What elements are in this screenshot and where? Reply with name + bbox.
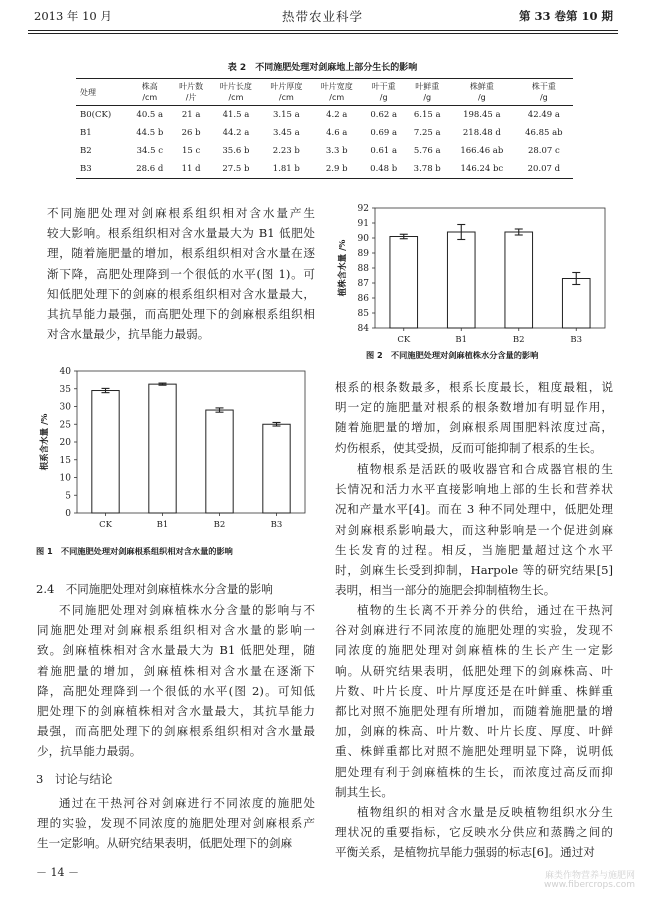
- x-tick-label: CK: [397, 335, 411, 345]
- text-line: 加，剑麻的株高、叶片数、叶片长度、厚度、叶鲜: [335, 724, 613, 739]
- text-line: 随着施肥量的增加，剑麻根系周围肥料浓度过高，: [335, 420, 613, 435]
- table-cell: B0(CK): [80, 110, 112, 120]
- watermark-title: 麻类作物营养与施肥网: [544, 871, 635, 881]
- table-cell: 3.78 b: [413, 164, 441, 174]
- page-number: － 14 －: [36, 866, 79, 879]
- bar: [390, 237, 418, 329]
- table-header-cell: 叶片宽度 /cm: [320, 82, 353, 102]
- y-tick-label: 35: [59, 384, 71, 395]
- y-tick-label: 86: [357, 294, 369, 304]
- text-line: 着施肥量的增加，剑麻植株相对含水量在逐渐下: [37, 663, 315, 678]
- text-line: 少，抗旱能力最弱。: [37, 744, 142, 759]
- table-header-cell: 处理: [80, 87, 96, 97]
- text-line: 表明，相当一部分的施肥会抑制植物生长。: [335, 583, 556, 598]
- text-line: 降，高肥处理降到一个很低的水平(图 2)。可知低: [37, 683, 315, 698]
- x-tick-label: CK: [99, 520, 112, 530]
- bar: [92, 391, 119, 513]
- bar: [447, 232, 475, 328]
- y-axis-label: 植株含水量 /%: [338, 239, 348, 297]
- text-line: 长情况和活力水平直接影响地上部的生长和营养状: [335, 482, 613, 497]
- text-line: 平衡关系，是植物抗旱能力强弱的标志[6]。通过对: [335, 845, 595, 860]
- x-tick-label: B3: [570, 335, 583, 345]
- bar: [149, 384, 176, 513]
- y-tick-label: 20: [59, 438, 71, 448]
- y-tick-label: 88: [357, 264, 369, 274]
- y-tick-label: 10: [59, 473, 71, 484]
- text-line: 明一定的施肥量对根系的根条数增加有明显作用，: [335, 400, 613, 415]
- text-line: 植物组织的相对含水量是反映植物组织水分生: [357, 805, 613, 819]
- text-line: 根系的根条数最多，根系长度最长，粗度最粗，说: [335, 380, 613, 394]
- text-line: 片数、叶片长度、叶片厚度还是在叶鲜重、株鲜重: [335, 683, 613, 698]
- table-cell: 3.15 a: [272, 110, 300, 120]
- left-paragraph-3: [37, 793, 315, 854]
- table-header-cell: 株干重 /g: [531, 82, 556, 102]
- y-tick-label: 92: [357, 204, 369, 214]
- figure-1-caption: 图 1 不同施肥处理对剑麻根系组织相对含水量的影响: [36, 546, 233, 556]
- table-cell: 41.5 a: [222, 110, 250, 120]
- table-cell: 42.49 a: [527, 110, 560, 120]
- text-line: 生一定影响。从研究结果表明，低肥处理下的剑麻: [37, 836, 293, 851]
- data-table: [76, 78, 573, 179]
- section-heading-2-4: 2.4 不同施肥处理对剑麻植株水分含量的影响: [36, 582, 273, 596]
- bar: [505, 232, 533, 328]
- right-paragraph-1: [335, 377, 613, 458]
- y-tick-label: 91: [357, 219, 369, 229]
- text-line: 理，随着施肥量的增加，根系组织相对含水量在逐: [47, 246, 315, 261]
- x-tick-label: B2: [512, 335, 525, 345]
- watermark-url: www.fibercrops.com: [544, 880, 635, 890]
- table-cell: 146.24 bc: [460, 164, 504, 174]
- table-header-cell: 叶片数 /片: [179, 82, 204, 102]
- right-paragraph-3: [335, 600, 613, 802]
- text-line: 肥处理下的剑麻植株相对含水量最大，其抗旱能力: [37, 704, 315, 719]
- table-cell: 28.6 d: [136, 164, 164, 174]
- y-tick-label: 25: [59, 420, 71, 431]
- table-cell: 6.15 a: [413, 110, 441, 120]
- table-row: [76, 160, 573, 179]
- right-paragraph-2: [335, 459, 613, 600]
- text-line: 时，剑麻生长受到抑制，Harpole 等的研究结果[5]: [335, 563, 613, 578]
- y-tick-label: 89: [357, 249, 369, 259]
- table-cell: 46.85 ab: [525, 128, 563, 138]
- table-header-row: [76, 79, 573, 106]
- table-header-cell: 株高 /cm: [141, 82, 158, 102]
- text-line: 理的实验，发现不同浓度的施肥处理对剑麻根系产: [37, 816, 315, 831]
- text-line: 植物的生长离不开养分的供给，通过在干热河: [357, 603, 613, 617]
- table-cell: 5.76 a: [413, 146, 441, 156]
- table-cell: 21 a: [181, 110, 201, 120]
- table-cell: 27.5 b: [222, 164, 250, 174]
- table-header-cell: 株鲜重 /g: [469, 82, 494, 102]
- text-line: 同浓度的施肥处理对剑麻植株的生长产生一定影: [335, 643, 613, 658]
- table-cell: 0.61 a: [370, 146, 398, 156]
- x-tick-label: B1: [156, 520, 169, 530]
- table-header-cell: 叶片厚度 /cm: [270, 82, 303, 102]
- table-cell: 40.5 a: [136, 110, 164, 120]
- table-cell: 15 c: [181, 146, 201, 156]
- text-line: 制其生长。: [335, 784, 393, 799]
- text-line: 对含水量最少，抗旱能力最弱。: [47, 327, 210, 342]
- y-tick-label: 5: [65, 491, 71, 502]
- section-heading-3: 3 讨论与结论: [36, 772, 113, 786]
- text-line: 肥处理有利于剑麻植株的生长，而浓度过高反而抑: [335, 764, 613, 779]
- table-cell: 20.07 d: [527, 164, 561, 174]
- header-rule: [28, 30, 618, 34]
- left-paragraph-1: [47, 203, 315, 344]
- table-header-cell: 叶鲜重 /g: [415, 82, 440, 102]
- table-cell: 44.2 a: [222, 128, 250, 138]
- text-line: 同施肥处理对剑麻根系组织相对含水量的影响一: [37, 623, 315, 638]
- text-line: 不同施肥处理对剑麻根系组织相对含水量产生: [47, 206, 315, 220]
- text-line: 都比对照不施肥处理有所增加，而随着施肥量的增: [335, 704, 613, 719]
- bar: [206, 410, 233, 513]
- x-tick-label: B1: [455, 335, 468, 345]
- table-header-cell: 叶片长度 /cm: [219, 82, 252, 102]
- text-line: 灼伤根系，使其受损，反而可能抑制了根系的生长。: [335, 440, 602, 455]
- y-tick-label: 84: [357, 324, 369, 334]
- table-row: [76, 106, 573, 125]
- table-cell: 26 b: [181, 128, 201, 138]
- text-line: 谷对剑麻进行不同浓度的施肥处理的实验，发现不: [335, 623, 613, 638]
- journal-title: 热带农业科学: [281, 9, 363, 24]
- text-line: 理状况的重要指标，它反映水分供应和蒸腾之间的: [335, 825, 613, 840]
- table-row: [76, 124, 573, 142]
- table-cell: 44.5 b: [136, 128, 164, 138]
- y-tick-label: 87: [357, 279, 369, 289]
- table-cell: 28.07 c: [527, 146, 560, 156]
- text-line: 通过在干热河谷对剑麻进行不同浓度的施肥处: [59, 796, 315, 810]
- y-tick-label: 0: [65, 509, 71, 519]
- x-tick-label: B3: [270, 520, 283, 530]
- table-cell: B2: [80, 146, 92, 156]
- text-line: 生长发育的过程。相反，当施肥量超过这个水平: [335, 542, 613, 557]
- y-axis-label: 根系含水量 /%: [40, 413, 50, 471]
- text-line: 致。剑麻植株相对含水量最大为 B1 低肥处理，随: [37, 643, 315, 658]
- table-cell: 4.2 a: [326, 110, 348, 120]
- x-tick-label: B2: [213, 520, 226, 530]
- left-paragraph-2: [37, 600, 315, 762]
- table-cell: 2.9 b: [325, 164, 348, 174]
- text-line: 其抗旱能力最强，而高肥处理下的剑麻根系组织相: [47, 307, 315, 322]
- header-date: 2013 年 10 月: [34, 9, 112, 23]
- table-caption: 表 2 不同施肥处理对剑麻地上部分生长的影响: [227, 63, 418, 73]
- table-cell: 198.45 a: [463, 110, 501, 120]
- table-header-cell: 叶干重 /g: [371, 82, 396, 102]
- table-cell: 218.48 d: [462, 128, 501, 138]
- table-cell: B3: [80, 164, 92, 174]
- y-tick-label: 90: [357, 234, 369, 244]
- table-cell: 35.6 b: [222, 146, 250, 156]
- text-line: 响。从研究结果表明，低肥处理下的剑麻株高、叶: [335, 663, 613, 678]
- figure-1-chart: [30, 363, 315, 538]
- table-cell: 7.25 a: [413, 128, 441, 138]
- text-line: 对剑麻根系影响最大，而这种影响是一个促进剑麻: [335, 522, 613, 537]
- text-line: 况和产量水平[4]。而在 3 种不同处理中，低肥处理: [335, 502, 613, 517]
- table-cell: 4.6 a: [326, 128, 348, 138]
- figure-2-caption: 图 2 不同施肥处理对剑麻植株水分含量的影响: [366, 350, 539, 360]
- table-cell: 34.5 c: [136, 146, 163, 156]
- table-cell: 11 d: [181, 164, 201, 174]
- text-line: 知低肥处理下的剑麻的根系组织相对含水量最大，: [47, 286, 315, 301]
- table-cell: 3.3 b: [325, 146, 348, 156]
- header-volume: 第 33 卷第 10 期: [518, 9, 613, 23]
- table-cell: 1.81 b: [272, 164, 300, 174]
- table-cell: 2.23 b: [272, 146, 300, 156]
- bar: [562, 279, 590, 329]
- right-paragraph-4: [335, 802, 613, 863]
- table-cell: 0.62 a: [370, 110, 398, 120]
- text-line: 较大影响。根系组织相对含水量最大为 B1 低肥处: [47, 226, 315, 241]
- text-line: 重、株鲜重都比对照不施肥处理明显下降，说明低: [335, 744, 613, 759]
- text-line: 不同施肥处理对剑麻植株水分含量的影响与不: [59, 603, 315, 617]
- text-line: 最强，而高肥处理下的剑麻根系组织相对含水量最: [37, 724, 315, 739]
- table-cell: B1: [80, 128, 92, 138]
- table-cell: 3.45 a: [272, 128, 300, 138]
- y-tick-label: 30: [59, 402, 71, 413]
- table-row: [76, 142, 573, 160]
- y-tick-label: 15: [59, 455, 71, 466]
- y-tick-label: 85: [357, 309, 369, 319]
- text-line: 植物根系是活跃的吸收器官和合成器官根的生: [357, 462, 613, 476]
- table-cell: 0.48 b: [370, 164, 398, 174]
- table-cell: 166.46 ab: [460, 146, 504, 156]
- figure-2-chart: [335, 198, 617, 348]
- bar: [263, 424, 290, 513]
- table-cell: 0.69 a: [370, 128, 398, 138]
- text-line: 渐下降，高肥处理降到一个很低的水平(图 1)。可: [47, 266, 315, 281]
- y-tick-label: 40: [59, 367, 71, 377]
